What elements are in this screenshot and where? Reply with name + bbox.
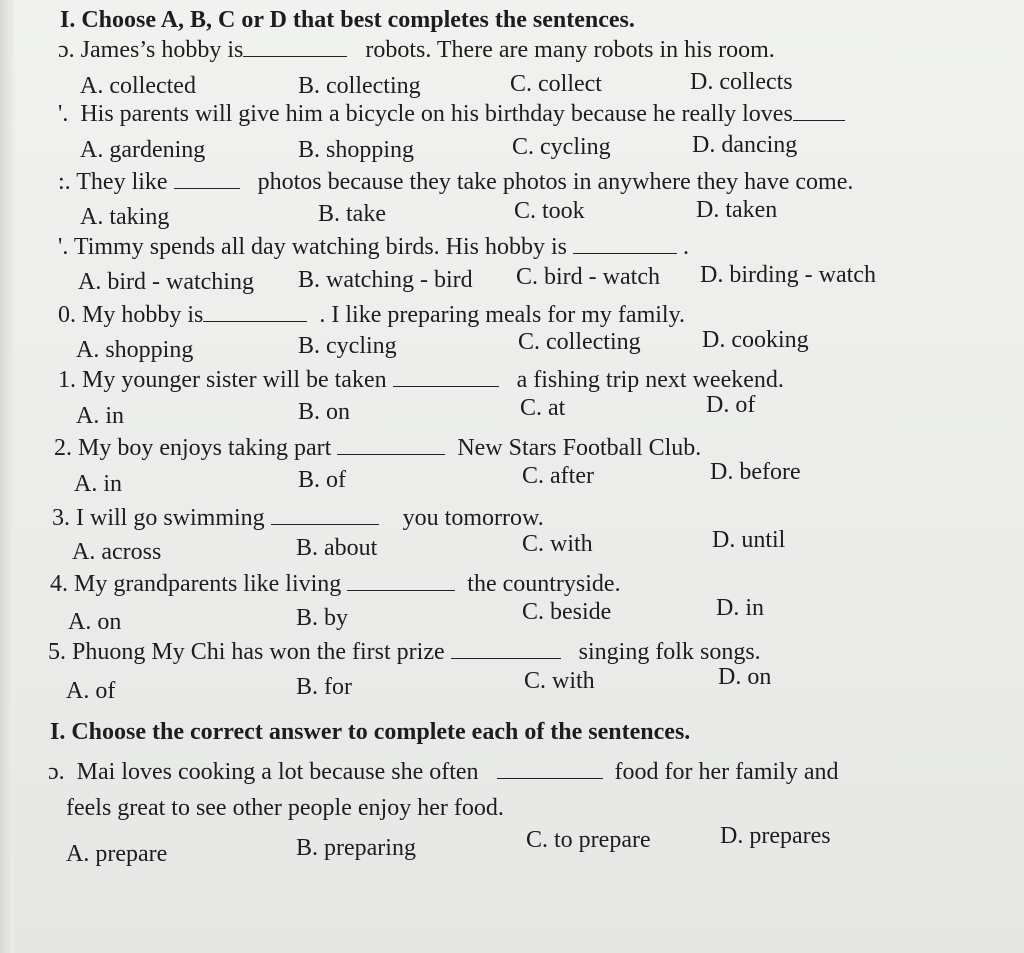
question-text-pre: My grandparents like living: [74, 571, 342, 597]
answer-blank[interactable]: [271, 506, 379, 525]
answer-blank[interactable]: [573, 235, 677, 254]
question-text-post: .: [683, 234, 690, 260]
answer-blank[interactable]: [451, 640, 561, 659]
question-8: [52, 504, 544, 532]
question-1: [58, 36, 775, 64]
question-text-post: singing folk songs.: [578, 639, 761, 665]
question-5: [58, 301, 685, 329]
question-text-post: . I like preparing meals for my family.: [319, 302, 686, 328]
option-c[interactable]: C. bird - watch: [516, 264, 660, 290]
section2-title: I. Choose the correct answer to complete each of the sentences.: [50, 719, 691, 745]
option-a[interactable]: A. of: [66, 678, 116, 704]
option-a[interactable]: A. bird - watching: [78, 269, 254, 295]
option-d[interactable]: D. taken: [696, 197, 778, 223]
answer-blank[interactable]: [497, 760, 603, 779]
answer-blank[interactable]: [203, 303, 307, 322]
option-b[interactable]: B. about: [296, 535, 378, 561]
question-text-pre: Mai loves cooking a lot because she often: [76, 759, 479, 785]
option-b[interactable]: B. watching - bird: [298, 267, 473, 293]
section1-title: I. Choose A, B, C or D that best completes the sentences.: [60, 7, 635, 33]
question-number: 0.: [58, 302, 76, 328]
question-text-post: food for her family and: [614, 759, 839, 785]
option-d[interactable]: D. until: [712, 527, 786, 553]
question-text-post: robots. There are many robots in his room.: [365, 37, 775, 63]
option-c[interactable]: C. took: [514, 198, 585, 224]
question-text-post: the countryside.: [467, 571, 621, 597]
option-a[interactable]: A. shopping: [76, 337, 194, 363]
option-b[interactable]: B. preparing: [296, 835, 416, 861]
question-6: [58, 366, 784, 394]
option-c[interactable]: C. after: [522, 463, 594, 489]
option-d[interactable]: D. in: [716, 595, 764, 621]
question-text-pre: Timmy spends all day watching birds. His hobby is: [73, 234, 568, 260]
option-c[interactable]: C. with: [522, 531, 593, 557]
question-text-pre: My boy enjoys taking part: [78, 435, 332, 461]
question-number: ɔ.: [48, 759, 65, 785]
question-text-pre: They like: [76, 169, 168, 195]
option-a[interactable]: A. in: [74, 471, 122, 497]
question-text-pre: My hobby is: [82, 302, 204, 328]
question-text-pre: I will go swimming: [76, 505, 265, 531]
option-c[interactable]: C. beside: [522, 599, 612, 625]
question-number: '.: [58, 101, 69, 127]
answer-blank[interactable]: [393, 368, 499, 387]
option-b[interactable]: B. collecting: [298, 73, 421, 99]
option-d[interactable]: D. cooking: [702, 327, 809, 353]
question-text-post: photos because they take photos in anywhere they have come.: [257, 169, 854, 195]
answer-blank[interactable]: [793, 102, 845, 121]
option-a[interactable]: A. collected: [80, 73, 196, 99]
option-b[interactable]: B. take: [318, 201, 386, 227]
section2-question: [48, 758, 838, 786]
answer-blank[interactable]: [337, 436, 445, 455]
option-c[interactable]: C. collect: [510, 71, 602, 97]
option-b[interactable]: B. cycling: [298, 333, 397, 359]
question-9: [50, 570, 621, 598]
option-c[interactable]: C. collecting: [518, 329, 641, 355]
question-number: ɔ.: [58, 37, 75, 63]
question-text-pre: My younger sister will be taken: [82, 367, 387, 393]
option-d[interactable]: D. on: [718, 664, 772, 690]
question-number: 1.: [58, 367, 76, 393]
question-number: 2.: [54, 435, 72, 461]
question-text-post: New Stars Football Club.: [457, 435, 702, 461]
question-text-pre: Phuong My Chi has won the first prize: [72, 639, 445, 665]
option-a[interactable]: A. gardening: [80, 137, 206, 163]
option-d[interactable]: D. collects: [690, 69, 793, 95]
question-number: :.: [58, 169, 71, 195]
question-text-post: a fishing trip next weekend.: [516, 367, 784, 393]
question-4: [58, 233, 689, 261]
option-b[interactable]: B. on: [298, 399, 351, 425]
question-number: 4.: [50, 571, 68, 597]
option-a[interactable]: A. on: [68, 609, 122, 635]
option-b[interactable]: B. shopping: [298, 137, 415, 163]
section2-question-continued: feels great to see other people enjoy her food.: [66, 795, 504, 821]
question-text-pre: James’s hobby is: [80, 37, 244, 63]
option-a[interactable]: A. prepare: [66, 841, 168, 867]
question-text-post: you tomorrow.: [402, 505, 544, 531]
question-number: '.: [58, 234, 69, 260]
question-number: 5.: [48, 639, 66, 665]
answer-blank[interactable]: [243, 38, 347, 57]
option-d[interactable]: D. of: [706, 392, 756, 418]
answer-blank[interactable]: [347, 572, 455, 591]
option-d[interactable]: D. dancing: [692, 132, 798, 158]
option-d[interactable]: D. before: [710, 459, 801, 485]
option-b[interactable]: B. by: [296, 605, 349, 631]
option-a[interactable]: A. across: [72, 539, 162, 565]
question-number: 3.: [52, 505, 70, 531]
option-d[interactable]: D. birding - watch: [700, 262, 876, 288]
page-edge: [0, 0, 14, 953]
option-a[interactable]: A. taking: [80, 204, 170, 230]
option-a[interactable]: A. in: [76, 403, 124, 429]
question-text-pre: His parents will give him a bicycle on his birthday because he really loves: [80, 101, 793, 127]
question-3: [58, 168, 853, 196]
option-b[interactable]: B. for: [296, 674, 352, 700]
option-b[interactable]: B. of: [298, 467, 346, 493]
option-d[interactable]: D. prepares: [720, 823, 831, 849]
option-c[interactable]: C. with: [524, 668, 595, 694]
option-c[interactable]: C. at: [520, 395, 566, 421]
question-2: [58, 100, 845, 128]
option-c[interactable]: C. to prepare: [526, 827, 651, 853]
question-10: [48, 638, 761, 666]
answer-blank[interactable]: [174, 170, 240, 189]
question-7: [54, 434, 701, 462]
option-c[interactable]: C. cycling: [512, 134, 611, 160]
